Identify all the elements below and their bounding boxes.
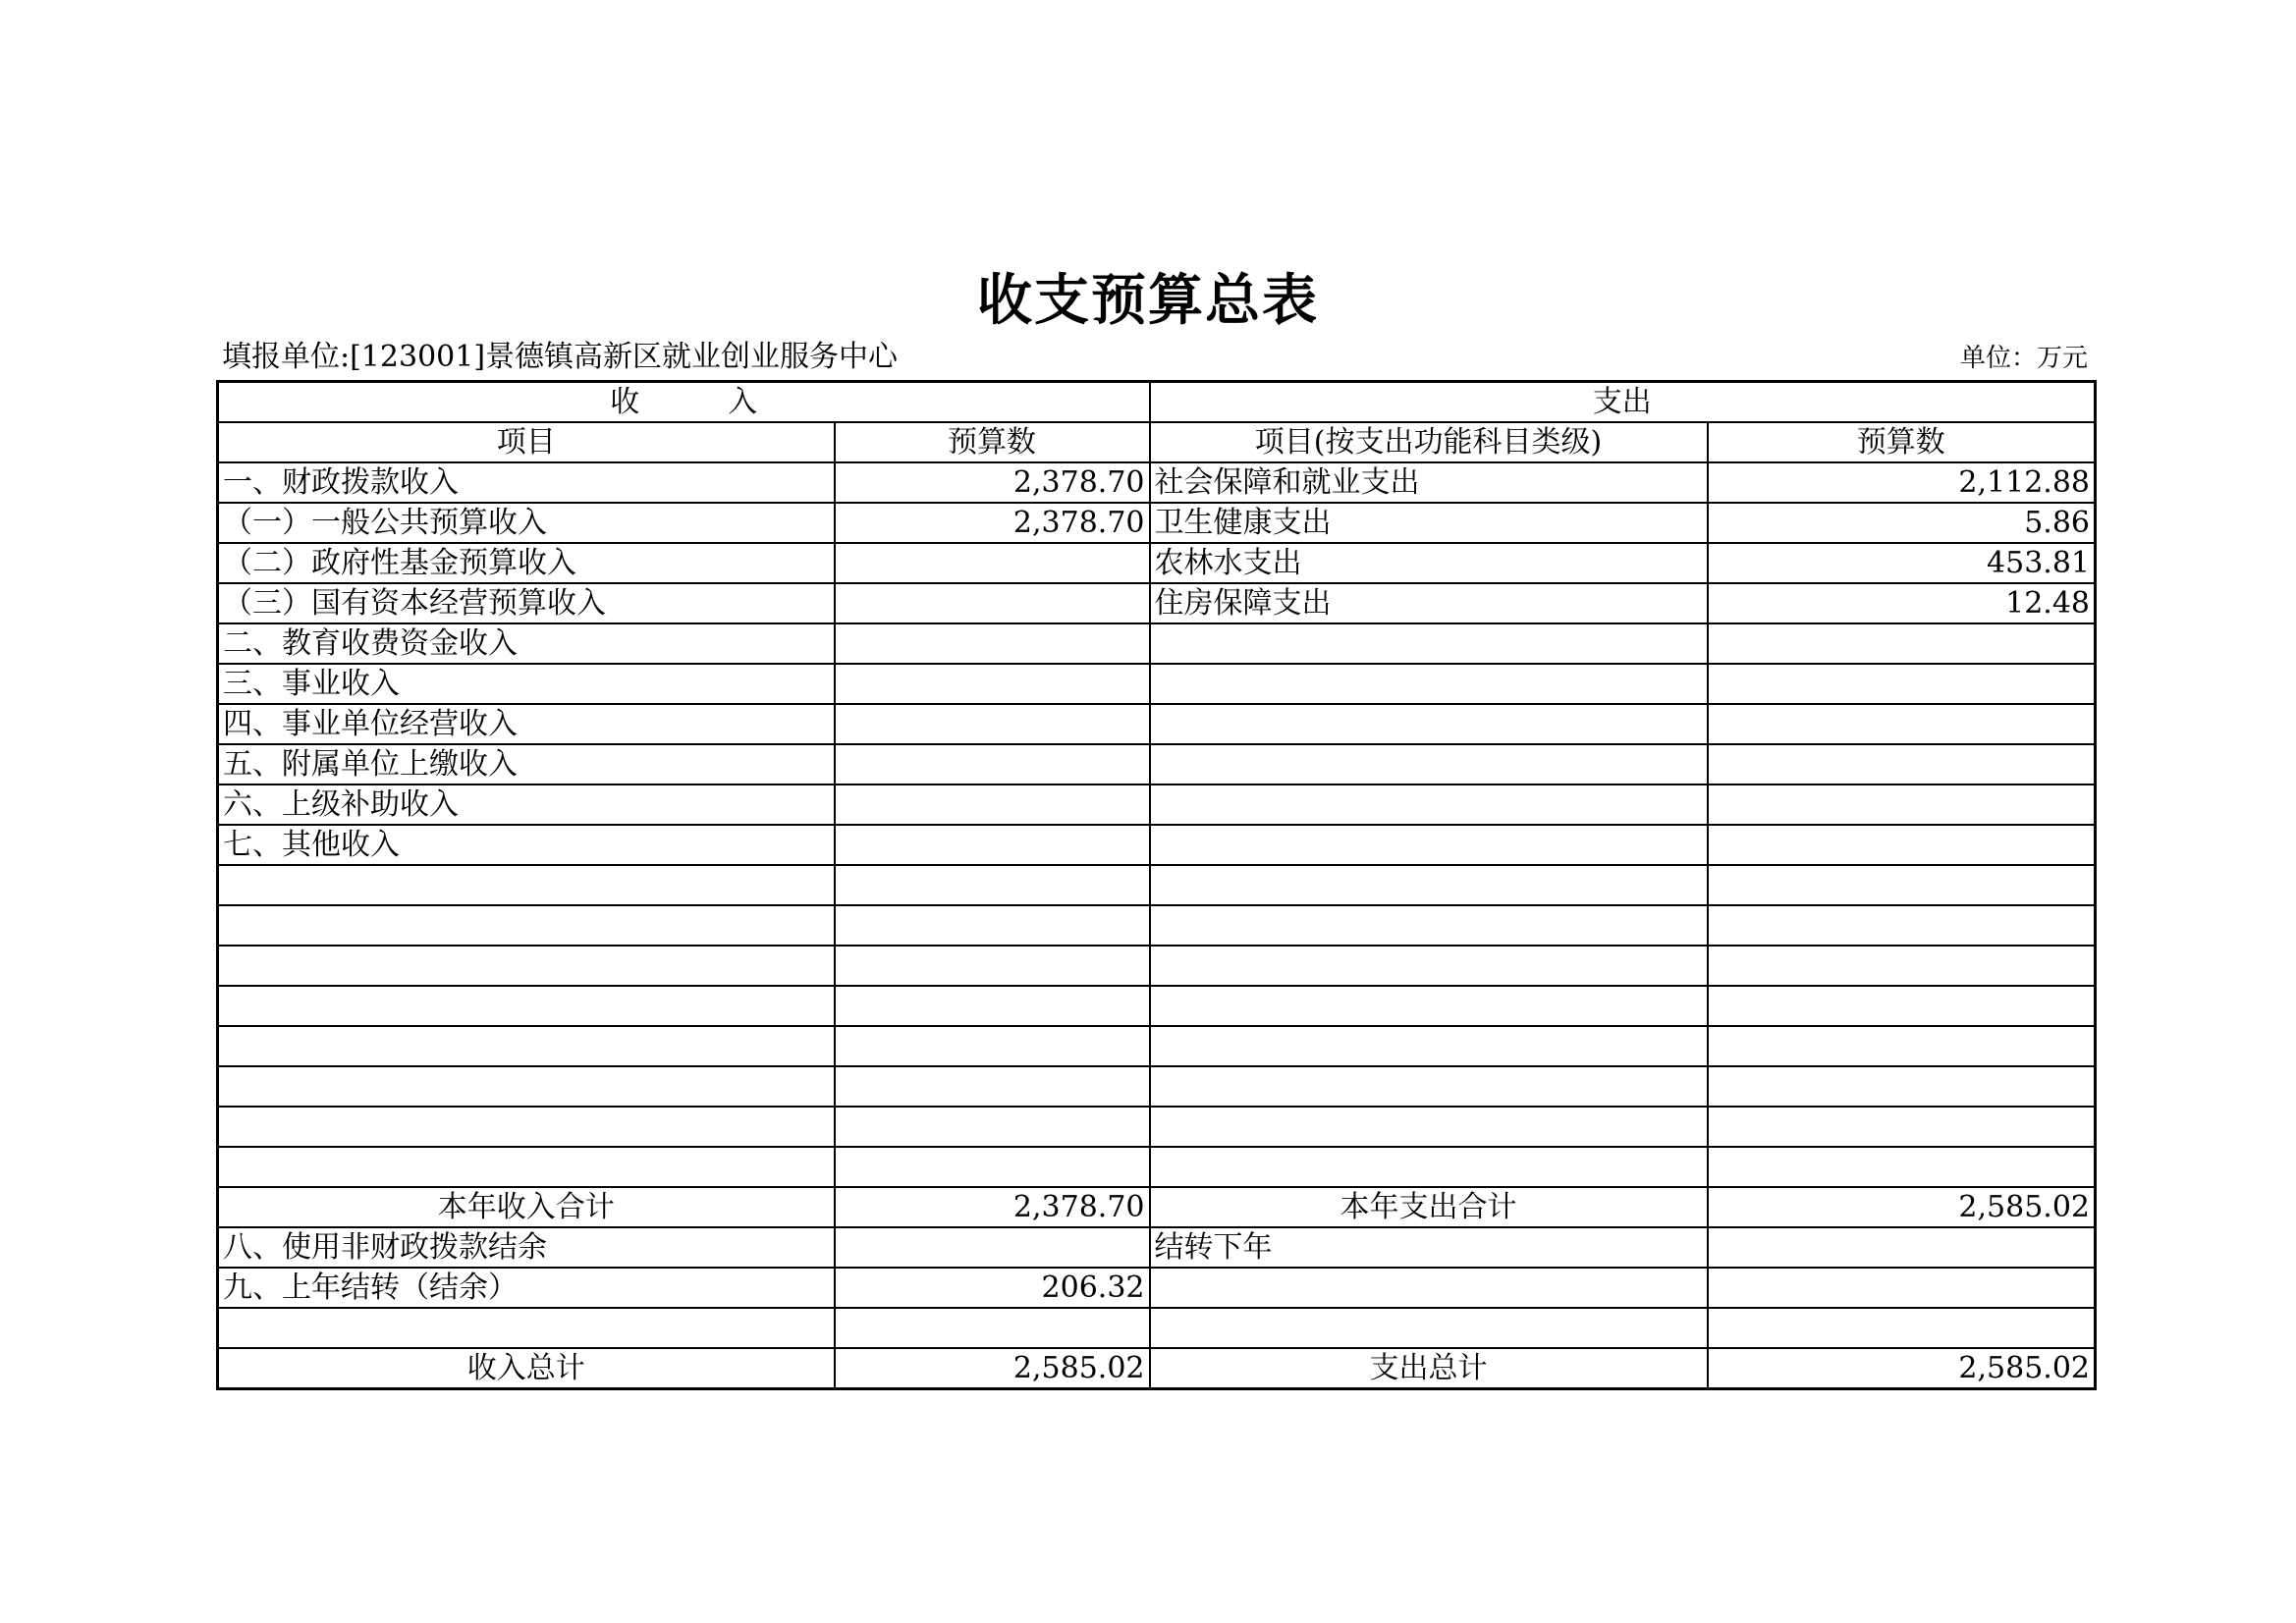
empty-cell — [1708, 1107, 2096, 1147]
income-subtotal-value: 2,378.70 — [835, 1187, 1150, 1227]
empty-cell — [835, 1308, 1150, 1348]
income-item: 三、事业收入 — [218, 664, 835, 704]
expense-item: 卫生健康支出 — [1150, 503, 1708, 543]
empty-cell — [218, 1308, 835, 1348]
empty-cell — [1150, 905, 1708, 946]
income-value: 2,378.70 — [835, 503, 1150, 543]
income-item: 九、上年结转（结余） — [218, 1268, 835, 1308]
income-subtotal-label: 本年收入合计 — [218, 1187, 835, 1227]
expense-item: 社会保障和就业支出 — [1150, 462, 1708, 503]
empty-cell — [835, 1107, 1150, 1147]
expense-item — [1150, 623, 1708, 664]
expense-item — [1150, 825, 1708, 865]
header-info-row — [218, 338, 2096, 377]
expense-value — [1708, 784, 2096, 825]
expense-value: 12.48 — [1708, 583, 2096, 623]
empty-row — [218, 1066, 2096, 1107]
income-value: 206.32 — [835, 1268, 1150, 1308]
empty-row — [218, 1308, 2096, 1348]
empty-cell — [1150, 1147, 1708, 1187]
unit-label: 单位：万元 — [1959, 344, 2088, 373]
empty-cell — [1708, 905, 2096, 946]
table-row — [218, 583, 2096, 623]
empty-row — [218, 1026, 2096, 1066]
empty-cell — [218, 946, 835, 986]
empty-cell — [1150, 946, 1708, 986]
expense-item-header: 项目(按支出功能科目类级) — [1150, 422, 1708, 462]
reporting-unit-label: 填报单位:[123001]景德镇高新区就业创业服务中心 — [222, 340, 899, 374]
income-value — [835, 704, 1150, 744]
empty-cell — [1150, 1107, 1708, 1147]
expense-value — [1708, 623, 2096, 664]
income-total-label: 收入总计 — [218, 1348, 835, 1389]
empty-cell — [835, 986, 1150, 1026]
empty-cell — [1150, 1308, 1708, 1348]
expense-budget-header: 预算数 — [1708, 422, 2096, 462]
table-row — [218, 1227, 2096, 1268]
expense-item — [1150, 784, 1708, 825]
expense-total-value: 2,585.02 — [1708, 1348, 2096, 1389]
income-value — [835, 664, 1150, 704]
empty-cell — [835, 905, 1150, 946]
income-item: 五、附属单位上缴收入 — [218, 744, 835, 784]
expense-value: 453.81 — [1708, 543, 2096, 583]
empty-cell — [1708, 865, 2096, 905]
empty-cell — [1150, 865, 1708, 905]
empty-row — [218, 946, 2096, 986]
page-title: 收支预算总表 — [977, 269, 1319, 333]
empty-cell — [218, 905, 835, 946]
income-value: 2,378.70 — [835, 462, 1150, 503]
subtotal-row — [218, 1187, 2096, 1227]
income-value — [835, 1227, 1150, 1268]
empty-row — [218, 1147, 2096, 1187]
table-row — [218, 664, 2096, 704]
empty-row — [218, 865, 2096, 905]
table-row — [218, 825, 2096, 865]
income-value — [835, 623, 1150, 664]
expense-item: 住房保障支出 — [1150, 583, 1708, 623]
income-value — [835, 744, 1150, 784]
empty-cell — [1708, 1026, 2096, 1066]
empty-cell — [218, 1026, 835, 1066]
table-column-header-row — [218, 422, 2096, 462]
expense-item — [1150, 664, 1708, 704]
empty-cell — [835, 946, 1150, 986]
table-group-header-row — [218, 382, 2096, 423]
expense-value: 2,112.88 — [1708, 462, 2096, 503]
expense-subtotal-label: 本年支出合计 — [1150, 1187, 1708, 1227]
empty-cell — [1150, 1066, 1708, 1107]
expense-subtotal-value: 2,585.02 — [1708, 1187, 2096, 1227]
table-row — [218, 462, 2096, 503]
empty-cell — [1150, 1026, 1708, 1066]
expense-value — [1708, 825, 2096, 865]
income-item: 四、事业单位经营收入 — [218, 704, 835, 744]
empty-cell — [1708, 1308, 2096, 1348]
table-row — [218, 503, 2096, 543]
table-row — [218, 784, 2096, 825]
expense-group-header: 支出 — [1150, 382, 2096, 423]
expense-value — [1708, 664, 2096, 704]
empty-cell — [835, 1026, 1150, 1066]
expense-item — [1150, 744, 1708, 784]
empty-cell — [218, 865, 835, 905]
total-row — [218, 1348, 2096, 1389]
income-value — [835, 825, 1150, 865]
empty-cell — [1150, 986, 1708, 1026]
empty-cell — [835, 1066, 1150, 1107]
table-row — [218, 543, 2096, 583]
budget-summary-table — [216, 380, 2097, 1390]
table-row — [218, 704, 2096, 744]
empty-cell — [218, 1066, 835, 1107]
empty-cell — [1708, 986, 2096, 1026]
table-row — [218, 744, 2096, 784]
expense-value: 5.86 — [1708, 503, 2096, 543]
income-total-value: 2,585.02 — [835, 1348, 1150, 1389]
empty-cell — [218, 986, 835, 1026]
income-item: （三）国有资本经营预算收入 — [218, 583, 835, 623]
expense-value — [1708, 1268, 2096, 1308]
income-budget-header: 预算数 — [835, 422, 1150, 462]
empty-cell — [835, 865, 1150, 905]
empty-cell — [1708, 1066, 2096, 1107]
empty-cell — [835, 1147, 1150, 1187]
income-item: 八、使用非财政拨款结余 — [218, 1227, 835, 1268]
empty-row — [218, 905, 2096, 946]
income-value — [835, 784, 1150, 825]
expense-item — [1150, 1268, 1708, 1308]
table-row — [218, 1268, 2096, 1308]
income-item: （二）政府性基金预算收入 — [218, 543, 835, 583]
expense-item: 结转下年 — [1150, 1227, 1708, 1268]
empty-row — [218, 986, 2096, 1026]
empty-cell — [1708, 946, 2096, 986]
income-item: 七、其他收入 — [218, 825, 835, 865]
income-item-header: 项目 — [218, 422, 835, 462]
income-item: （一）一般公共预算收入 — [218, 503, 835, 543]
table-row — [218, 623, 2096, 664]
empty-cell — [218, 1107, 835, 1147]
expense-item — [1150, 704, 1708, 744]
empty-cell — [218, 1147, 835, 1187]
expense-value — [1708, 744, 2096, 784]
income-group-header: 收 入 — [218, 382, 1150, 423]
expense-value — [1708, 704, 2096, 744]
empty-cell — [1708, 1147, 2096, 1187]
expense-item: 农林水支出 — [1150, 543, 1708, 583]
income-item: 一、财政拨款收入 — [218, 462, 835, 503]
empty-row — [218, 1107, 2096, 1147]
income-item: 二、教育收费资金收入 — [218, 623, 835, 664]
income-value — [835, 583, 1150, 623]
expense-value — [1708, 1227, 2096, 1268]
income-value — [835, 543, 1150, 583]
expense-total-label: 支出总计 — [1150, 1348, 1708, 1389]
income-item: 六、上级补助收入 — [218, 784, 835, 825]
